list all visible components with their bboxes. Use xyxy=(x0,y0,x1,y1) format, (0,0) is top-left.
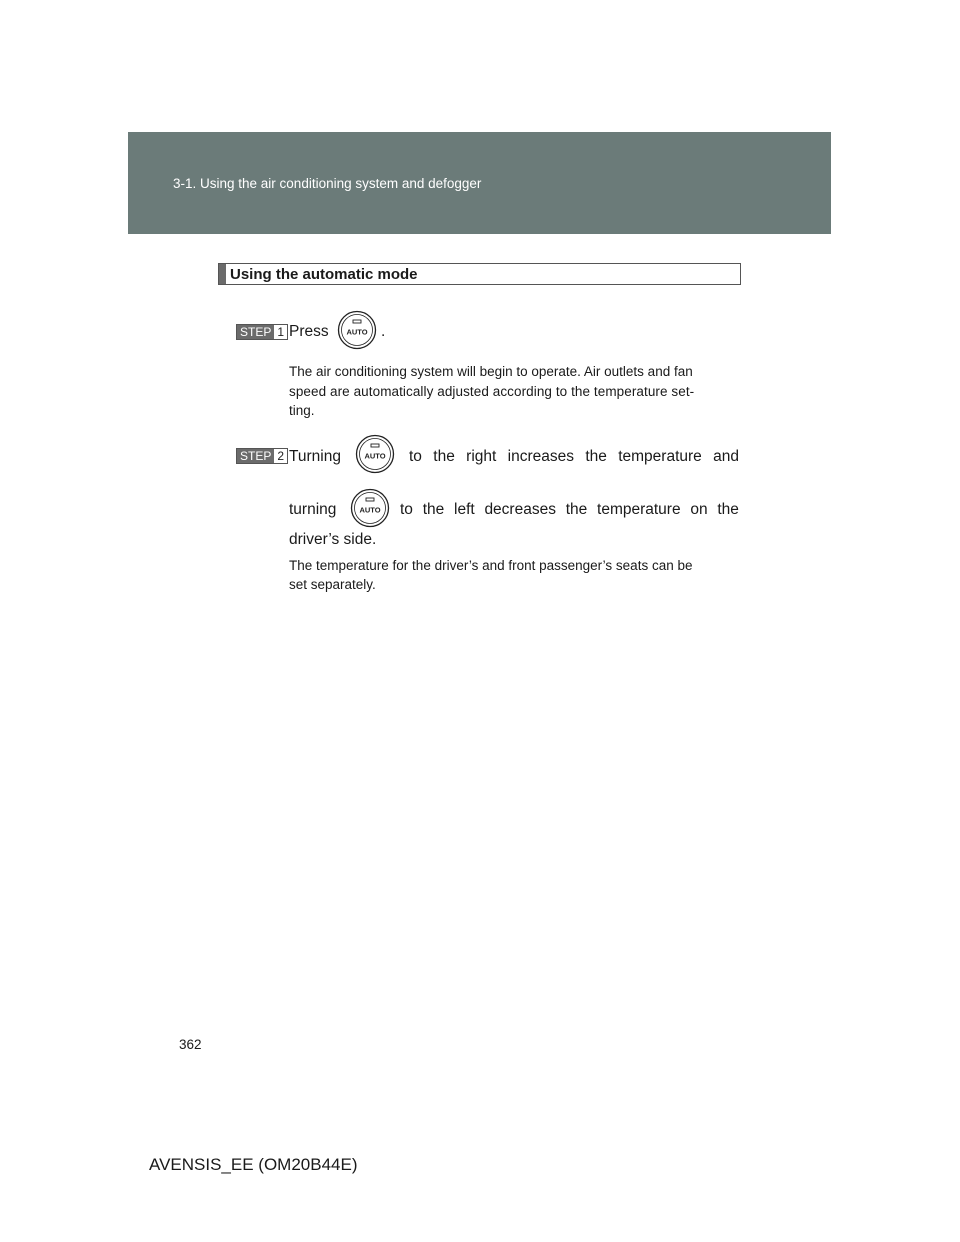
auto-button-label: AUTO xyxy=(359,505,381,515)
auto-button-icon xyxy=(355,434,395,474)
word: the xyxy=(565,501,588,518)
step-word: STEP xyxy=(237,325,274,339)
step-1-note-line: The air conditioning system will begin to operate. Air outlets and fan xyxy=(289,364,693,379)
step-2-note-line: The temperature for the driver’s and front passenger’s seats can be xyxy=(289,558,693,573)
step-2-line-3: driver’s side. xyxy=(289,531,377,548)
step-2-note-line: set separately. xyxy=(289,577,376,592)
word: the xyxy=(433,448,455,465)
page-number: 362 xyxy=(179,1037,202,1052)
word: decreases xyxy=(484,501,556,518)
step-2-line-2 xyxy=(400,501,739,519)
section-title: Using the automatic mode xyxy=(230,266,418,283)
word: the xyxy=(585,448,607,465)
step-1-period: . xyxy=(381,323,386,340)
word: on xyxy=(690,501,708,518)
word: temperature xyxy=(618,448,702,465)
manual-code: AVENSIS_EE (OM20B44E) xyxy=(149,1155,358,1174)
step-2-turning-text: turning xyxy=(289,501,337,518)
word: to xyxy=(409,448,422,465)
word: temperature xyxy=(597,501,681,518)
step-1-press-text: Press xyxy=(289,323,329,340)
word: and xyxy=(713,448,739,465)
auto-button-label: AUTO xyxy=(364,451,386,461)
step-word: STEP xyxy=(237,449,274,463)
section-heading xyxy=(218,263,741,285)
word: left xyxy=(454,501,475,518)
word: right xyxy=(466,448,497,465)
step-1-note-line: ting. xyxy=(289,403,315,418)
auto-button-icon xyxy=(350,488,390,528)
step-2-label xyxy=(236,448,288,464)
heading-marker xyxy=(219,264,226,284)
word: to xyxy=(400,501,413,518)
step-1-label xyxy=(236,324,288,340)
breadcrumb: 3-1. Using the air conditioning system and defogger xyxy=(173,176,482,191)
word: the xyxy=(422,501,445,518)
auto-button-label: AUTO xyxy=(346,327,368,337)
step-number: 1 xyxy=(274,325,287,339)
step-number: 2 xyxy=(274,449,287,463)
step-2-turning-text: Turning xyxy=(289,448,341,465)
word: the xyxy=(717,501,739,518)
word: increases xyxy=(507,448,574,465)
step-1-note-line: speed are automatically adjusted according to the temperature set- xyxy=(289,384,695,399)
auto-button-icon xyxy=(337,310,377,350)
step-2-line-1 xyxy=(409,448,739,466)
